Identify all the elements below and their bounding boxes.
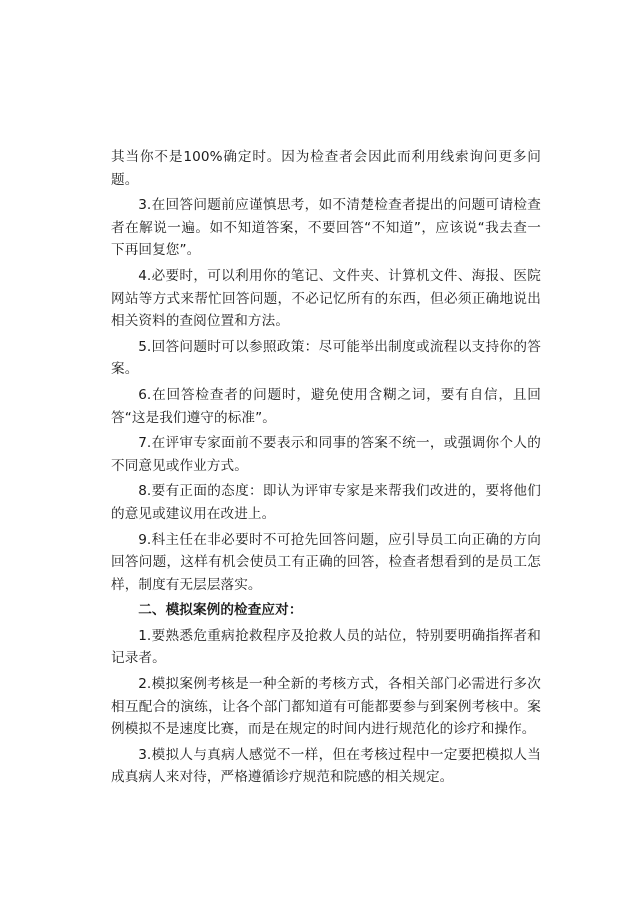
document-body (111, 146, 541, 789)
paragraph-item-7: 7.在评审专家面前不要表示和同事的答案不统一，或强调你个人的不同意见或作业方式。 (111, 435, 541, 474)
paragraph-case-3: 3.模拟人与真病人感觉不一样，但在考核过程中一定要把模拟人当成真病人来对待，严格遵循诊疗规范和院感的相关规定。 (111, 746, 541, 786)
paragraph-item-5: 5.回答问题时可以参照政策：尽可能举出制度或流程以支持你的答案。 (111, 338, 541, 378)
paragraph-case-1: 1.要熟悉危重病抢救程序及抢救人员的站位，特别要明确指挥者和记录者。 (111, 627, 541, 667)
paragraph-item-3: 3.在回答问题前应谨慎思考，如不清楚检查者提出的问题可请检查者在解说一遍。如不知道答案，不要回答“不知道”，应该说“我去查一下再回复您”。 (111, 197, 541, 259)
paragraph-case-2: 2.模拟案例考核是一种全新的考核方式，各相关部门必需进行多次相互配合的演练，让各个部门都知道有可能都要参与到案例考核中。案例模拟不是速度比赛，而是在规定的时间内进行规范化的诊疗和操作。 (111, 676, 541, 738)
paragraph-item-9: 9.科主任在非必要时不可抢先回答问题，应引导员工向正确的方向回答问题，这样有机会使员工有正确的回答，检查者想看到的是员工怎样，制度有无层层落实。 (111, 531, 541, 593)
paragraph-item-6: 6.在回答检查者的问题时，避免使用含糊之词，要有自信，且回答“这是我们遵守的标准”。 (111, 386, 541, 426)
paragraph-item-4: 4.必要时，可以利用你的笔记、文件夹、计算机文件、海报、医院网站等方式来帮忙回答问题，不必记忆所有的东西，但必须正确地说出相关资料的查阅位置和方法。 (111, 267, 541, 330)
section-heading: 二、模拟案例的检查应对： (138, 602, 303, 619)
paragraph-continuation: 其当你不是100%确定时。因为检查者会因此而利用线索询问更多问题。 (111, 149, 541, 188)
paragraph-item-8: 8.要有正面的态度：即认为评审专家是来帮我们改进的，要将他们的意见或建议用在改进上。 (111, 483, 541, 522)
